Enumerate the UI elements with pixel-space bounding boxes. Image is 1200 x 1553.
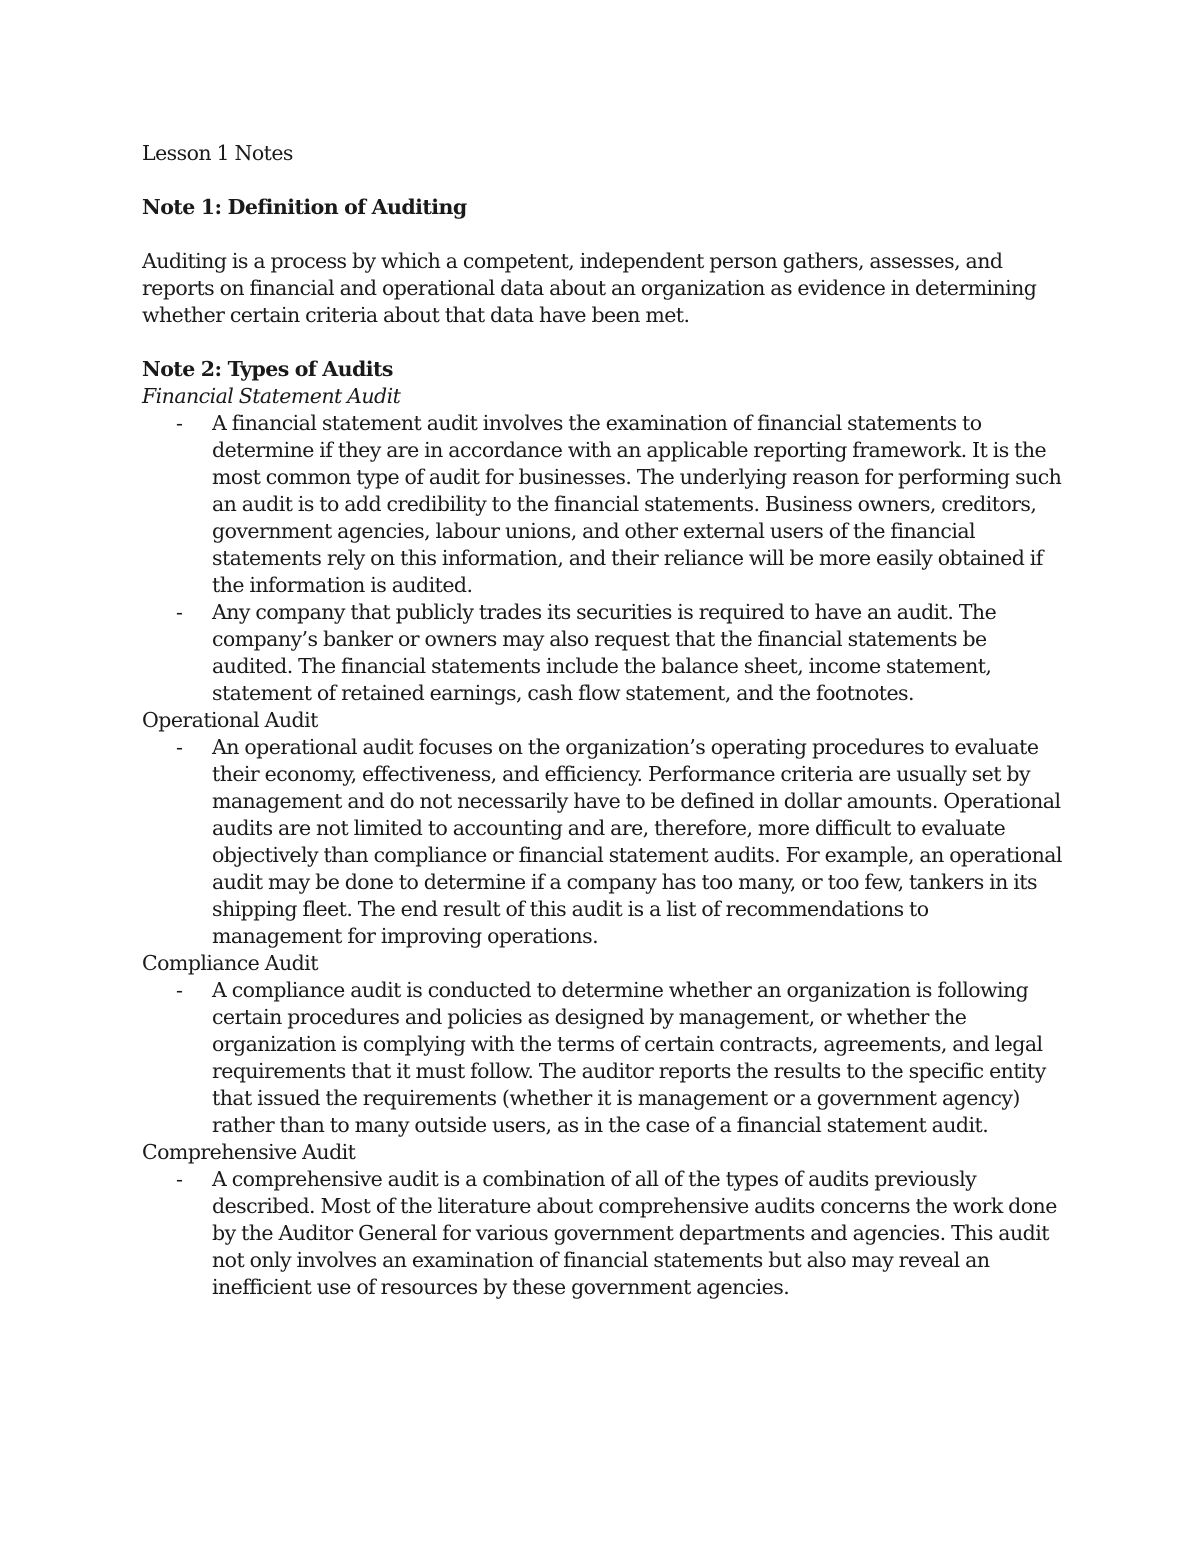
bullet-item [142, 1166, 1062, 1301]
bullet-dash: - [176, 600, 183, 624]
bullet-text: An operational audit focuses on the organization’s operating procedures to evaluate their economy, effectiveness, and efficiency. Performance criteria are usually set by management and do not necessarily have to be defined in dollar amounts. Operational audits are not limited to accounting and are, therefore, more difficult to evaluate objectively than compliance or financial statement audits. For example, an operational audit may be done to determine if a company has too many, or too few, tankers in its shipping fleet. The end result of this audit is a list of recommendations to management for improving operations. [212, 735, 1062, 948]
section-compliance-audit [142, 950, 1062, 1139]
bullet-list [142, 410, 1062, 707]
bullet-list [142, 1166, 1062, 1301]
note1-paragraph: Auditing is a process by which a competent, independent person gathers, assesses, and reports on financial and operational data about an organization as evidence in determining whether certain criteria about that data have been met. [142, 249, 1037, 327]
lesson-title: Lesson 1 Notes [142, 141, 293, 165]
section-title: Comprehensive Audit [142, 1140, 356, 1164]
bullet-list [142, 977, 1062, 1139]
note1-heading: Note 1: Definition of Auditing [142, 195, 467, 219]
bullet-text: Any company that publicly trades its securities is required to have an audit. The company’s banker or owners may also request that the financial statements be audited. The financial statements include the balance sheet, income statement, statement of retained earnings, cash flow statement, and the footnotes. [212, 600, 997, 705]
bullet-item [142, 410, 1062, 599]
section-title: Financial Statement Audit [142, 384, 401, 408]
section-operational-audit [142, 707, 1062, 950]
bullet-dash: - [176, 411, 183, 435]
bullet-dash: - [176, 735, 183, 759]
section-title: Operational Audit [142, 708, 318, 732]
bullet-item [142, 977, 1062, 1139]
bullet-dash: - [176, 1167, 183, 1191]
bullet-item [142, 599, 1062, 707]
note2-heading: Note 2: Types of Audits [142, 357, 393, 381]
bullet-text: A comprehensive audit is a combination of all of the types of audits previously described. Most of the literature about comprehensive audits concerns the work done by the Auditor General for various government departments and agencies. This audit not only involves an examination of financial statements but also may reveal an inefficient use of resources by these government agencies. [212, 1167, 1057, 1299]
bullet-item [142, 734, 1062, 950]
section-financial-statement-audit [142, 383, 1062, 707]
bullet-dash: - [176, 978, 183, 1002]
bullet-list [142, 734, 1062, 950]
bullet-text: A compliance audit is conducted to determine whether an organization is following certain procedures and policies as designed by management, or whether the organization is complying with the terms of certain contracts, agreements, and legal requirements that it must follow. The auditor reports the results to the specific entity that issued the requirements (whether it is management or a government agency) rather than to many outside users, as in the case of a financial statement audit. [212, 978, 1046, 1137]
section-title: Compliance Audit [142, 951, 318, 975]
section-comprehensive-audit [142, 1139, 1062, 1301]
bullet-text: A financial statement audit involves the examination of financial statements to determine if they are in accordance with an applicable reporting framework. It is the most common type of audit for businesses. The underlying reason for performing such an audit is to add credibility to the financial statements. Business owners, creditors, government agencies, labour unions, and other external users of the financial statements rely on this information, and their reliance will be more easily obtained if the information is audited. [212, 411, 1062, 597]
document-page [142, 140, 1062, 1301]
